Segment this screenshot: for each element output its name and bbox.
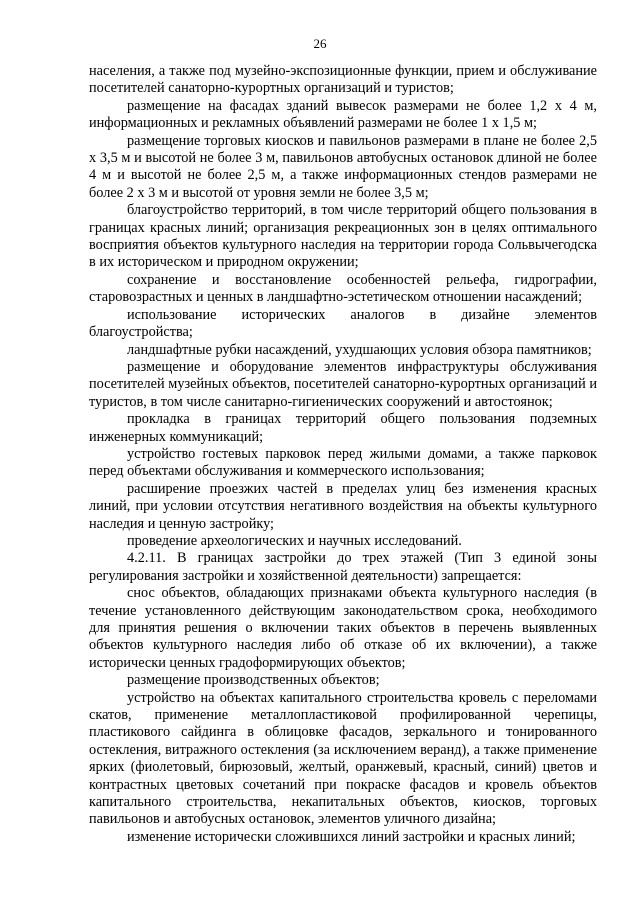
paragraph: снос объектов, обладающих признаками объекта культурного наследия (в течение установленного действующим законодательством срока, необходимого для принятия решения о включении таких объектов в перечень выявленных объектов культурного наследия либо об отказе об их включении), а также исторически ценных градоформирующих объектов; bbox=[89, 585, 597, 671]
paragraph: сохранение и восстановление особенностей рельефа, гидрографии, старовозрастных и ценных в ландшафтно-эстетическом отношении насаждений; bbox=[89, 271, 597, 306]
paragraph: устройство гостевых парковок перед жилыми домами, а также парковок перед объектами обслуживания и коммерческого использования; bbox=[89, 445, 597, 480]
paragraph: ландшафтные рубки насаждений, ухудшающих условия обзора памятников; bbox=[127, 341, 592, 358]
paragraph: размещение производственных объектов; bbox=[127, 672, 380, 689]
paragraph: изменение исторически сложившихся линий застройки и красных линий; bbox=[127, 828, 576, 845]
page-number: 26 bbox=[313, 36, 327, 51]
paragraph: населения, а также под музейно-экспозиционные функции, прием и обслуживание посетителей санаторно-курортных организаций и туристов; bbox=[89, 63, 597, 97]
paragraph: использование исторических аналогов в дизайне элементов благоустройства; bbox=[89, 306, 597, 341]
paragraph: размещение и оборудование элементов инфраструктуры обслуживания посетителей музейных объектов, посетителей санаторно-курортных организаций и туристов, в том числе санитарно-гигиенических сооружений и автостоянок; bbox=[89, 358, 597, 410]
paragraph: размещение торговых киосков и павильонов размерами в плане не более 2,5 х 3,5 м и высотой не более 3 м, павильонов автобусных остановок длиной не более 4 м и высотой не более 2,5 м, а также информационных стендов размерами не более 2 х 3 м и высотой от уровня земли не более 3,5 м; bbox=[89, 132, 597, 201]
paragraph: благоустройство территорий, в том числе территорий общего пользования в границах красных линий; организация рекреационных зон в целях оптимального восприятия объектов культурного наследия на территории города Сольвычегодска в их историческом и природном окружении; bbox=[89, 202, 597, 271]
paragraph: устройство на объектах капитального строительства кровель с переломами скатов, применение металлопластиковой профилированной черепицы, пластикового сайдинга в облицовке фасадов, зеркального и тонированного остекления, витражного остекления (за исключением веранд), а также применение ярких (фиолетовый, бирюзовый, желтый, оранжевый, красный, синий) цветов и контрастных цветовых сочетаний при покраске фасадов и кровель объектов капитального строительства, некапитальных объектов, киосков, торговых павильонов и автобусных остановок, элементов уличного дизайна; bbox=[89, 689, 597, 828]
paragraph: прокладка в границах территорий общего пользования подземных инженерных коммуникаций; bbox=[89, 411, 597, 445]
body-text bbox=[89, 63, 597, 846]
paragraph: размещение на фасадах зданий вывесок размерами не более 1,2 х 4 м, информационных и рекламных объявлений размерами не более 1 х 1,5 м; bbox=[89, 97, 597, 132]
paragraph: расширение проезжих частей в пределах улиц без изменения красных линий, при условии отсутствия негативного воздействия на объекты культурного наследия и ценную застройку; bbox=[89, 480, 597, 532]
paragraph: проведение археологических и научных исследований. bbox=[127, 532, 462, 549]
section-heading-paragraph: 4.2.11. В границах застройки до трех этажей (Тип 3 единой зоны регулирования застройки и хозяйственной деятельности) запрещается: bbox=[89, 550, 597, 584]
